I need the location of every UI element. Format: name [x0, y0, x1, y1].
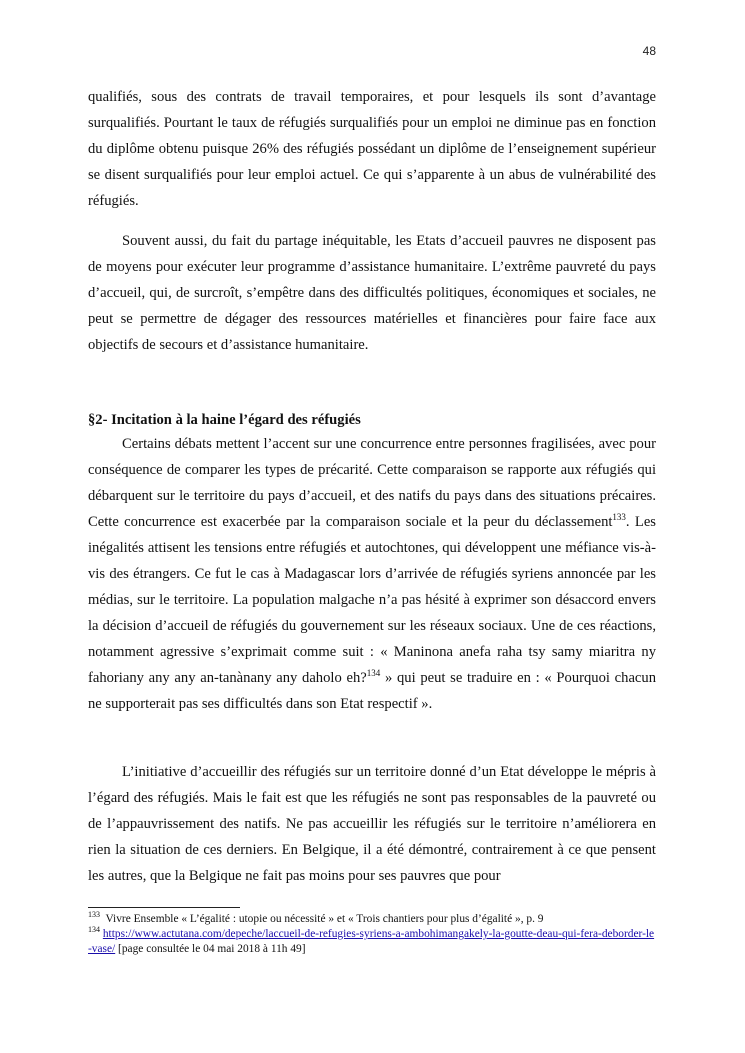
footnote-separator [88, 907, 240, 908]
footnote-text: Vivre Ensemble « L’égalité : utopie ou nécessité » et « Trois chantiers pour plus d’égalité », p. 9 [105, 913, 544, 925]
footnotes [88, 912, 656, 957]
footnote-number: 133 [88, 910, 100, 920]
footnote-134 [88, 927, 656, 957]
paragraph-text-part: . Les inégalités attisent les tensions entre réfugiés et autochtones, qui développent une méfiance vis-à-vis des étrangers. Ce fut le cas à Madagascar lors d’arrivée de réfugiés syriens annoncée par les médias, sur le territoire. La population malgache n’a pas hésité à exprimer son désaccord envers la décision d’accueil de réfugiés du gouvernement sur les réseaux sociaux. Une de ces réactions, notamment agressive s’exprimait comme suit : « Maninona anefa raha tsy samy miaritra ny fahoriany any any an-tanànany any daholo eh? [88, 514, 656, 686]
paragraph-initiative: L’initiative d’accueillir des réfugiés sur un territoire donné d’un Etat développe le mépris à l’égard des réfugiés. Mais le fait est que les réfugiés ne sont pas responsables de la pauvreté ou de l’appauvrissement des natifs. Ne pas accueillir les réfugiés sur le territoire n’améliorera en rien la situation de ces derniers. En Belgique, il a été démontré, contrairement à ce que pensent les autres, que la Belgique ne fait pas moins pour ses pauvres que pour [88, 764, 656, 884]
paragraph-text-part: » qui peut se traduire en : « Pourquoi chacun ne supporterait pas ses difficultés dans son Etat respectif ». [88, 670, 656, 712]
section-heading: §2- Incitation à la haine l’égard des réfugiés [88, 412, 361, 428]
paragraph-continued: qualifiés, sous des contrats de travail temporaires, et pour lesquels ils sont d’avantage surqualifiés. Pourtant le taux de réfugiés surqualifiés pour un emploi ne diminue pas en fonction du diplôme obtenu puisque 26% des réfugiés possédant un diplôme de l’enseignement supérieur se disent surqualifiés pour leur emploi actuel. Ce qui s’apparente à un abus de vulnérabilité des réfugiés. [88, 89, 656, 209]
paragraph-text-part: Certains débats mettent l’accent sur une concurrence entre personnes fragilisées, avec pour conséquence de comparer les types de précarité. Cette comparaison se rapporte aux réfugiés qui débarquent sur le territoire du pays d’accueil, et des natifs du pays dans des situations précaires. Cette concurrence est exacerbée par la comparaison sociale et la peur du déclassement [88, 436, 656, 530]
footnote-ref-134[interactable]: 134 [366, 668, 381, 679]
footnote-source-link[interactable]: https://www.actutana.com/depeche/laccueil-de-refugies-syriens-a-ambohimangakely-la-goutte-deau-qui-fera-deborder-le-vase/ [88, 928, 655, 955]
footnote-133 [88, 912, 656, 927]
footnote-number: 134 [88, 925, 100, 935]
paragraph-incitation [88, 431, 656, 717]
page-number: 48 [642, 44, 656, 58]
footnote-consulted-date: [page consultée le 04 mai 2018 à 11h 49] [115, 943, 306, 955]
paragraph-humanitarian-assistance: Souvent aussi, du fait du partage inéquitable, les Etats d’accueil pauvres ne disposent pas de moyens pour exécuter leur programme d’assistance humanitaire. L’extrême pauvreté du pays d’accueil, qui, de surcroît, s’empêtre dans des difficultés politiques, économiques et sociales, ne peut se permettre de dégager des ressources matérielles et financières pour faire face aux objectifs de secours et d’assistance humanitaire. [88, 233, 656, 353]
footnote-ref-133[interactable]: 133 [612, 512, 626, 523]
